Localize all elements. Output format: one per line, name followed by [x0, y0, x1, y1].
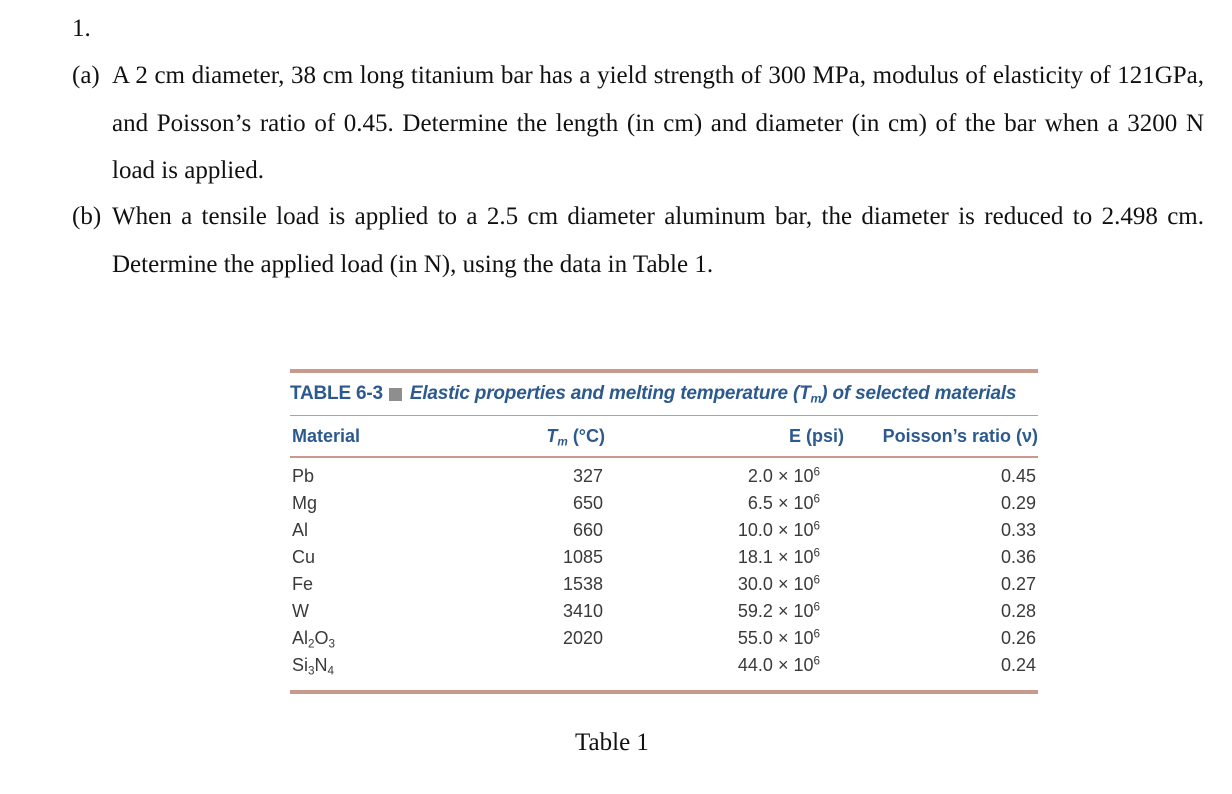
cell-tm: 1538	[562, 574, 603, 594]
cell-e: $18.1 \times 10^6$	[737, 546, 820, 567]
table-row	[290, 625, 1038, 652]
cell-e: $10.0 \times 10^6$	[737, 519, 820, 540]
part-b-label: (b)	[72, 203, 102, 230]
cell-tm: 1085	[562, 547, 603, 567]
cell-material: Pb	[292, 466, 315, 486]
part-a	[72, 52, 1204, 195]
materials-table	[290, 369, 1038, 694]
part-a-label: (a)	[72, 62, 100, 89]
cell-poisson: 0.27	[1000, 574, 1036, 594]
cell-poisson: 0.29	[1000, 493, 1036, 513]
cell-e: $59.2 \times 10^6$	[737, 600, 820, 621]
cell-e: $55.0 \times 10^6$	[737, 627, 820, 648]
cell-material: $Al_2O_3$	[292, 628, 336, 651]
cell-material: Fe	[292, 574, 314, 594]
cell-poisson: 0.24	[1000, 655, 1036, 675]
table-row	[290, 598, 1038, 625]
cell-poisson: 0.36	[1000, 547, 1036, 567]
cell-poisson: 0.26	[1000, 628, 1036, 648]
cell-tm: 650	[572, 493, 603, 513]
table-caption: Table 1	[575, 729, 649, 756]
table-title	[290, 373, 1038, 415]
cell-poisson: 0.28	[1000, 601, 1036, 621]
cell-poisson: 0.33	[1000, 520, 1036, 540]
header-material: Material	[292, 425, 361, 446]
cell-tm: 660	[572, 520, 603, 540]
question-number: 1.	[72, 15, 91, 42]
table-row	[290, 463, 1038, 490]
cell-material: Mg	[292, 493, 318, 513]
cell-e: $44.0 \times 10^6$	[737, 654, 820, 675]
table-row	[290, 544, 1038, 571]
table-id-label: TABLE 6-3	[290, 383, 383, 404]
cell-tm: 2020	[562, 628, 603, 648]
cell-material: $Si_3N_4$	[292, 655, 335, 678]
cell-material: Al	[292, 520, 309, 540]
part-b-text: When a tensile load is applied to a 2.5 cm diameter aluminum bar, the diameter is reduced to 2.498 cm. Determine the applied load (in N), using the data in Table 1.	[112, 203, 1204, 278]
part-a-text: A 2 cm diameter, 38 cm long titanium bar has a yield strength of 300 MPa, modulus of elasticity of 121GPa, and Poisson’s ratio of 0.45. Determine the length (in cm) and diameter (in cm) of the bar when a 3200 N load is applied.	[112, 62, 1204, 184]
header-e: E (psi)	[788, 425, 844, 446]
table-row	[290, 490, 1038, 517]
table-body	[290, 458, 1038, 690]
table-bottom-rule	[290, 690, 1038, 694]
table-row	[290, 517, 1038, 544]
cell-tm: 3410	[562, 601, 603, 621]
table-header-row	[290, 416, 1038, 456]
header-tm: $T_m$ (°C)	[546, 425, 605, 448]
header-poisson: Poisson’s ratio (ν)	[882, 425, 1038, 446]
cell-material: W	[292, 601, 309, 621]
table-description: Elastic properties and melting temperature $(T_m)$ of selected materials	[409, 383, 1017, 406]
cell-e: $2.0 \times 10^6$	[747, 465, 820, 486]
cell-material: Cu	[292, 547, 316, 567]
cell-e: $30.0 \times 10^6$	[737, 573, 820, 594]
cell-tm: 327	[572, 466, 603, 486]
part-b	[72, 193, 1204, 288]
cell-e: $6.5 \times 10^6$	[747, 492, 820, 513]
title-square-icon	[389, 388, 402, 401]
cell-poisson: 0.45	[1000, 466, 1036, 486]
table-row	[290, 571, 1038, 598]
table-row	[290, 652, 1038, 679]
